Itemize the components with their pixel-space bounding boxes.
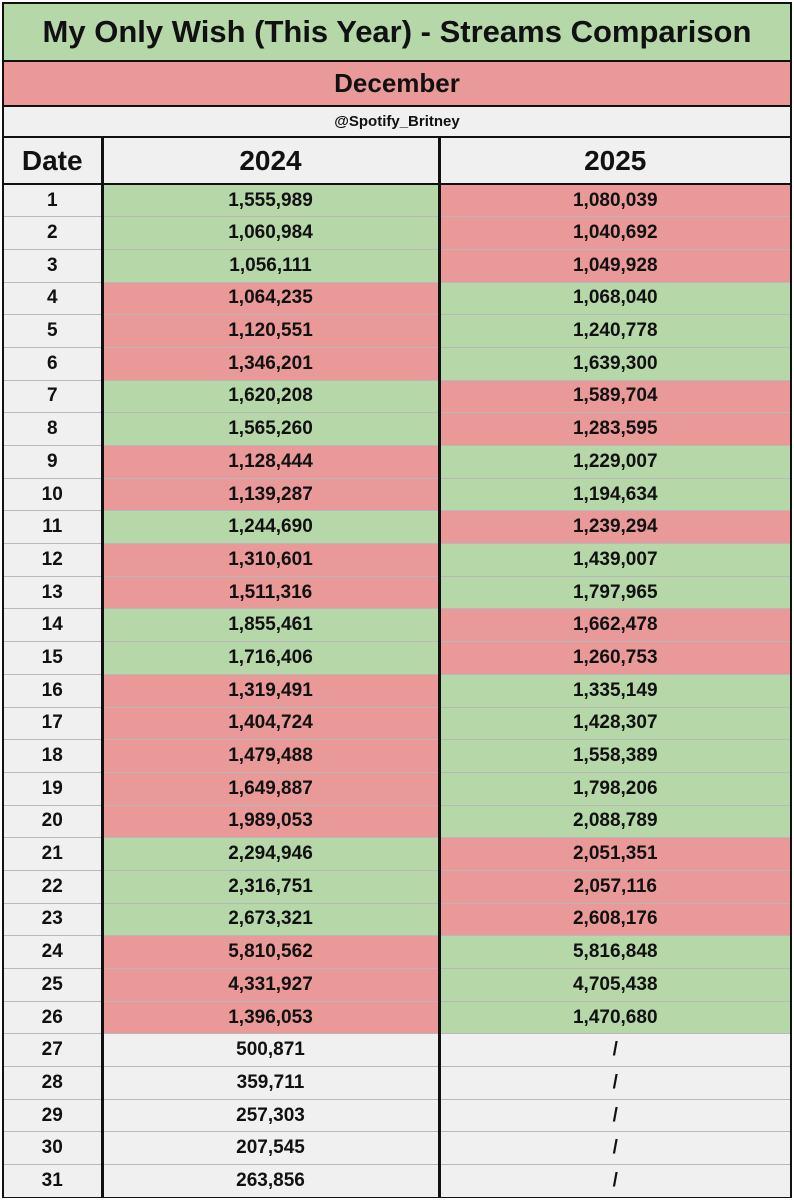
date-cell: 12 [4,544,102,577]
date-column-header: Date [4,138,102,184]
streams-2025-cell: 1,080,039 [439,184,790,217]
date-cell: 13 [4,576,102,609]
streams-2024-cell: 257,303 [102,1099,439,1132]
streams-2024-cell: 1,620,208 [102,380,439,413]
streams-2025-cell: 1,798,206 [439,772,790,805]
streams-2024-cell: 1,649,887 [102,772,439,805]
streams-comparison-sheet [2,2,792,1198]
table-row [4,511,790,544]
streams-2024-cell: 1,479,488 [102,740,439,773]
streams-2025-cell: 1,229,007 [439,446,790,479]
streams-2025-cell: 2,608,176 [439,903,790,936]
streams-2025-cell: / [439,1165,790,1198]
date-cell: 3 [4,249,102,282]
table-row [4,446,790,479]
streams-2025-cell: 1,260,753 [439,642,790,675]
streams-2025-cell: / [439,1132,790,1165]
table-row [4,413,790,446]
streams-2024-cell: 1,716,406 [102,642,439,675]
streams-2025-cell: 1,439,007 [439,544,790,577]
streams-2024-cell: 2,316,751 [102,870,439,903]
streams-2024-cell: 4,331,927 [102,969,439,1002]
streams-2025-cell: 1,040,692 [439,217,790,250]
date-cell: 29 [4,1099,102,1132]
streams-2025-cell: 1,639,300 [439,347,790,380]
date-cell: 24 [4,936,102,969]
streams-2024-cell: 1,404,724 [102,707,439,740]
table-row [4,1099,790,1132]
streams-2024-cell: 1,565,260 [102,413,439,446]
table-row [4,249,790,282]
year-2025-column-header: 2025 [439,138,790,184]
streams-2025-cell: 1,428,307 [439,707,790,740]
date-cell: 17 [4,707,102,740]
streams-2025-cell: 1,239,294 [439,511,790,544]
table-row [4,282,790,315]
streams-2025-cell: / [439,1067,790,1100]
author-handle: @Spotify_Britney [4,107,790,138]
date-cell: 4 [4,282,102,315]
table-row [4,642,790,675]
date-cell: 19 [4,772,102,805]
table-row [4,772,790,805]
table-row [4,1165,790,1198]
streams-2024-cell: 1,511,316 [102,576,439,609]
date-cell: 21 [4,838,102,871]
streams-2025-cell: 2,051,351 [439,838,790,871]
streams-2025-cell: 1,662,478 [439,609,790,642]
table-row [4,838,790,871]
table-row [4,674,790,707]
date-cell: 25 [4,969,102,1002]
streams-2024-cell: 2,673,321 [102,903,439,936]
table-row [4,936,790,969]
table-row [4,544,790,577]
streams-2024-cell: 1,120,551 [102,315,439,348]
streams-2025-cell: 1,194,634 [439,478,790,511]
streams-2025-cell: 1,335,149 [439,674,790,707]
date-cell: 9 [4,446,102,479]
streams-2024-cell: 359,711 [102,1067,439,1100]
table-row [4,707,790,740]
streams-2024-cell: 1,396,053 [102,1001,439,1034]
table-row [4,1034,790,1067]
streams-2025-cell: 1,049,928 [439,249,790,282]
streams-2024-cell: 5,810,562 [102,936,439,969]
streams-2024-cell: 1,064,235 [102,282,439,315]
date-cell: 7 [4,380,102,413]
date-cell: 5 [4,315,102,348]
table-row [4,576,790,609]
table-row [4,315,790,348]
date-cell: 11 [4,511,102,544]
streams-2025-cell: 1,589,704 [439,380,790,413]
streams-2025-cell: 2,057,116 [439,870,790,903]
table-row [4,609,790,642]
table-row [4,478,790,511]
streams-2025-cell: / [439,1034,790,1067]
date-cell: 2 [4,217,102,250]
date-cell: 14 [4,609,102,642]
streams-2024-cell: 1,056,111 [102,249,439,282]
streams-2025-cell: 4,705,438 [439,969,790,1002]
date-cell: 28 [4,1067,102,1100]
streams-2024-cell: 1,128,444 [102,446,439,479]
streams-2025-cell: 1,558,389 [439,740,790,773]
streams-2024-cell: 263,856 [102,1165,439,1198]
date-cell: 10 [4,478,102,511]
streams-2024-cell: 1,346,201 [102,347,439,380]
table-row [4,1001,790,1034]
date-cell: 15 [4,642,102,675]
streams-2024-cell: 1,319,491 [102,674,439,707]
streams-2024-cell: 1,310,601 [102,544,439,577]
streams-2024-cell: 1,060,984 [102,217,439,250]
sheet-title: My Only Wish (This Year) - Streams Comparison [4,4,790,62]
streams-2025-cell: / [439,1099,790,1132]
date-cell: 16 [4,674,102,707]
date-cell: 31 [4,1165,102,1198]
date-cell: 22 [4,870,102,903]
table-row [4,805,790,838]
streams-2024-cell: 1,855,461 [102,609,439,642]
table-row [4,903,790,936]
streams-2024-cell: 207,545 [102,1132,439,1165]
streams-2025-cell: 1,283,595 [439,413,790,446]
month-label: December [4,62,790,107]
streams-2025-cell: 1,068,040 [439,282,790,315]
header-row [4,138,790,184]
streams-2025-cell: 1,240,778 [439,315,790,348]
table-row [4,870,790,903]
table-row [4,217,790,250]
streams-2024-cell: 1,989,053 [102,805,439,838]
year-2024-column-header: 2024 [102,138,439,184]
streams-2025-cell: 1,470,680 [439,1001,790,1034]
date-cell: 20 [4,805,102,838]
streams-2024-cell: 1,139,287 [102,478,439,511]
table-row [4,380,790,413]
table-row [4,184,790,217]
table-row [4,969,790,1002]
date-cell: 8 [4,413,102,446]
date-cell: 18 [4,740,102,773]
date-cell: 23 [4,903,102,936]
table-row [4,347,790,380]
streams-2024-cell: 1,555,989 [102,184,439,217]
table-row [4,1132,790,1165]
table-row [4,1067,790,1100]
table-row [4,740,790,773]
streams-2025-cell: 2,088,789 [439,805,790,838]
streams-table [4,138,790,1197]
streams-2025-cell: 5,816,848 [439,936,790,969]
date-cell: 30 [4,1132,102,1165]
date-cell: 26 [4,1001,102,1034]
streams-2025-cell: 1,797,965 [439,576,790,609]
date-cell: 6 [4,347,102,380]
streams-2024-cell: 1,244,690 [102,511,439,544]
date-cell: 1 [4,184,102,217]
streams-2024-cell: 2,294,946 [102,838,439,871]
date-cell: 27 [4,1034,102,1067]
streams-2024-cell: 500,871 [102,1034,439,1067]
